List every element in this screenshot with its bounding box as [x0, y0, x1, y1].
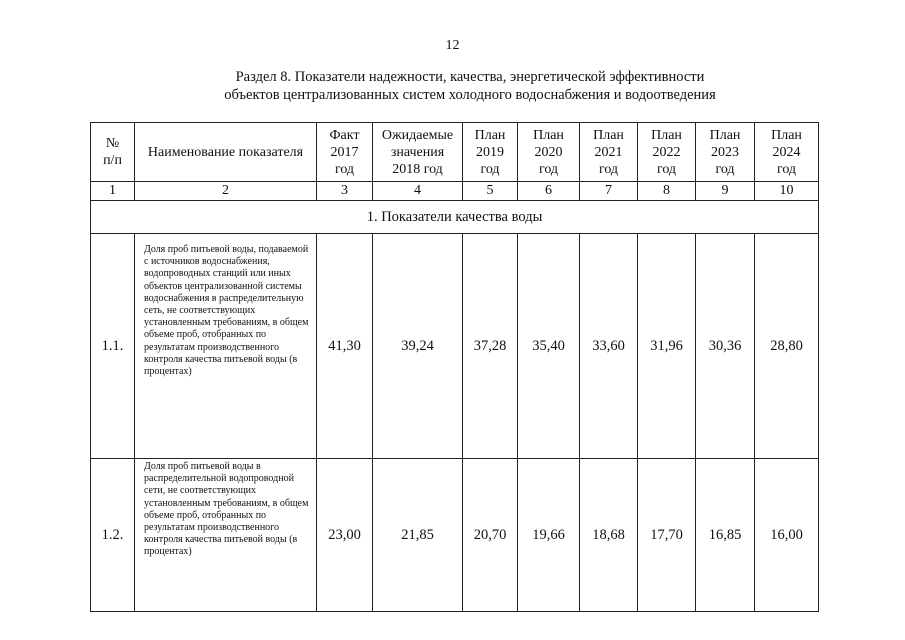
header-line: год [715, 161, 735, 177]
column-number: 9 [696, 182, 755, 201]
header-line: п/п [103, 153, 122, 168]
header-line: год [538, 161, 559, 177]
header-cell-plan-2021 [580, 123, 638, 182]
column-number: 8 [638, 182, 696, 201]
header-cell-plan-2022 [638, 123, 696, 182]
header-line: Ожидаемые [381, 127, 454, 143]
value-cell: 20,70 [463, 459, 518, 612]
header-cell-plan-2020 [518, 123, 580, 182]
row-number: 1.1. [91, 234, 135, 459]
column-number: 3 [317, 182, 373, 201]
header-line: План [593, 127, 624, 143]
value-cell: 39,24 [373, 234, 463, 459]
value-cell: 19,66 [518, 459, 580, 612]
header-line: Наименование показателя [147, 144, 304, 160]
column-number: 1 [91, 182, 135, 201]
value-cell: 16,00 [755, 459, 819, 612]
group-title: 1. Показатели качества воды [91, 201, 819, 234]
header-cell-fact-2017 [317, 123, 373, 182]
column-number: 10 [755, 182, 819, 201]
page-number: 12 [445, 38, 460, 53]
section-title [120, 68, 820, 104]
header-line: № [105, 136, 120, 151]
header-line: План [771, 127, 802, 143]
value-cell: 16,85 [696, 459, 755, 612]
table-row [91, 234, 819, 459]
header-cell-expected-2018 [373, 123, 463, 182]
header-line: год [334, 161, 355, 177]
header-line: 2024 [772, 144, 801, 160]
header-cell-num [91, 123, 135, 182]
value-cell: 23,00 [317, 459, 373, 612]
header-line: 2020 [534, 144, 563, 160]
indicators-table [90, 122, 819, 612]
header-line: 2023 [711, 144, 739, 160]
header-cell-name [135, 123, 317, 182]
header-line: Факт [329, 127, 360, 143]
value-cell: 28,80 [755, 234, 819, 459]
header-line: год [776, 161, 797, 177]
value-cell: 21,85 [373, 459, 463, 612]
column-number-row [91, 182, 819, 201]
group-row [91, 201, 819, 234]
value-cell: 41,30 [317, 234, 373, 459]
value-cell: 30,36 [696, 234, 755, 459]
header-line: значения [390, 144, 445, 160]
value-cell: 18,68 [580, 459, 638, 612]
column-number: 4 [373, 182, 463, 201]
table-header-row [91, 123, 819, 182]
header-line: План [651, 127, 682, 143]
header-line: 2022 [652, 144, 681, 160]
header-line: 2021 [594, 144, 623, 160]
header-line: План [533, 127, 564, 143]
header-cell-plan-2019 [463, 123, 518, 182]
indicator-name: Доля проб питьевой воды, подаваемой с источников водоснабжения, водопроводных станций или иных объектов централизованной системы водоснабжения в распределительную сеть, не соответствующих установленным требованиям, в общем объеме проб, отобранных по результатам производственного контроля качества питьевой воды (в процентах) [135, 234, 317, 459]
value-cell: 17,70 [638, 459, 696, 612]
section-title-line-1: Раздел 8. Показатели надежности, качества, энергетической эффективности [235, 69, 705, 85]
header-cell-plan-2023 [696, 123, 755, 182]
table-row [91, 459, 819, 612]
header-cell-plan-2024 [755, 123, 819, 182]
section-title-line-2: объектов централизованных систем холодного водоснабжения и водоотведения [224, 87, 716, 103]
header-line: 2018 год [392, 161, 443, 177]
column-number: 2 [135, 182, 317, 201]
header-line: План [474, 127, 506, 143]
header-line: год [598, 161, 619, 177]
column-number: 7 [580, 182, 638, 201]
header-line: 2019 [476, 144, 504, 160]
value-cell: 35,40 [518, 234, 580, 459]
value-cell: 37,28 [463, 234, 518, 459]
header-line: год [480, 161, 500, 177]
row-number: 1.2. [91, 459, 135, 612]
column-number: 5 [463, 182, 518, 201]
value-cell: 33,60 [580, 234, 638, 459]
header-line: План [709, 127, 741, 143]
header-line: год [656, 161, 677, 177]
header-line: 2017 [330, 144, 359, 160]
value-cell: 31,96 [638, 234, 696, 459]
column-number: 6 [518, 182, 580, 201]
indicator-name: Доля проб питьевой воды в распределительной водопроводной сети, не соответствующих установленным требованиям, в общем объеме проб, отобранных по результатам производственного контроля качества питьевой воды (в процентах) [135, 459, 317, 612]
